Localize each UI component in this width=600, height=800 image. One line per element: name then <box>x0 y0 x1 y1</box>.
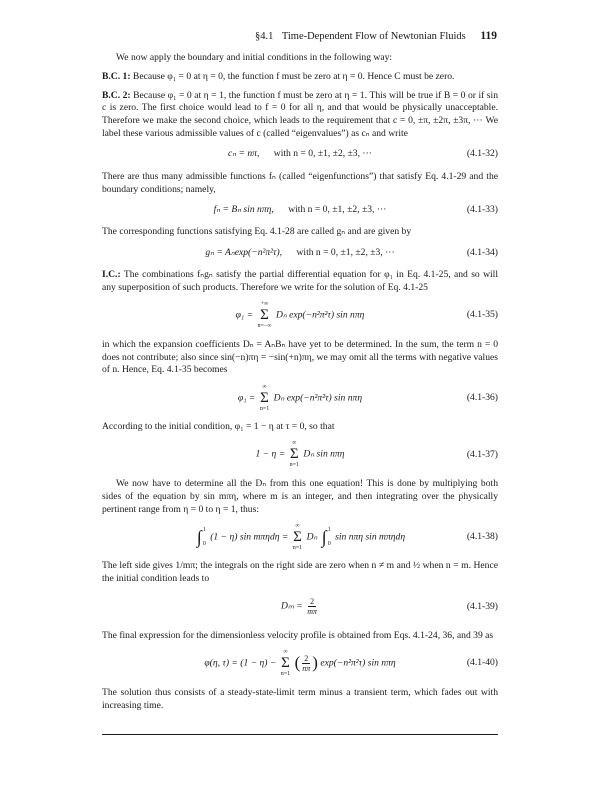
eq38-number: (4.1-38) <box>466 530 498 542</box>
sum-lower-limit: n=1 <box>289 462 299 469</box>
sum-upper-limit: ∞ <box>292 440 297 447</box>
eq36-number: (4.1-36) <box>466 391 498 403</box>
eq39-number: (4.1-39) <box>466 600 498 612</box>
running-title: Time-Dependent Flow of Newtonian Fluids <box>281 31 466 42</box>
bc1-label: B.C. 1: <box>102 70 131 82</box>
eq35-rhs: Dₙ exp(−n²π²τ) sin nπη <box>275 309 365 321</box>
eq40-number: (4.1-40) <box>466 657 498 669</box>
eq38-lhs: (1 − η) sin mπηdη = <box>210 531 289 543</box>
bc2-paragraph <box>102 90 498 141</box>
equation-4-1-37 <box>102 440 498 470</box>
equation-4-1-32 <box>102 147 498 163</box>
ic-paragraph <box>102 269 498 295</box>
initial-condition-paragraph: According to the initial condition, φ₁ = 1 − η at τ = 0, so that <box>102 421 335 433</box>
sum-lower-limit: n=−∞ <box>257 323 272 330</box>
solution-paragraph: The solution thus consists of a steady-state-limit term minus a transient term, which fades out with increasing time. <box>102 686 498 711</box>
bc2-label: B.C. 2: <box>102 89 131 101</box>
eq36-lhs: φ₁ = <box>237 392 256 404</box>
bc2-text: Because φ₁ = 0 at η = 1, the function f must be zero at η = 1. This will be true if B = 0 or if sin c is zero. The first choice would lead to f = 0 for all η, and that would be physically unacceptable. Therefore we make the second choice, which leads to the requirement that c = 0, ±π, ±2π, ±3π, ··· We label these various admissible values of c (called “eigenvalues”) as cₙ and write <box>102 89 499 139</box>
sum-upper-limit: ∞ <box>295 522 300 529</box>
eq37-rhs: Dₙ sin nπη <box>303 449 345 461</box>
page-number: 119 <box>480 30 497 42</box>
equation-4-1-33 <box>102 202 498 218</box>
eq32-number: (4.1-32) <box>466 148 498 160</box>
summation-symbol: ∞ Σ n=1 <box>280 649 291 678</box>
body-text <box>102 52 498 718</box>
determine-paragraph: We now have to determine all the Dₙ from this one equation! This is done by multiplying both sides of the equation by sin mπη, where m is an integer, and then integrating over the physically pertinent range from η = 0 to η = 1, thus: <box>102 477 498 515</box>
eq40-lhs: φ(η, τ) = (1 − η) − <box>204 657 277 669</box>
left-side-paragraph: The left side gives 1/mπ; the integrals on the right side are zero when n ≠ m and ½ when n = m. Hence the initial condition leads to <box>102 560 498 585</box>
running-header <box>0 30 497 42</box>
summation-symbol: +∞ Σ n=−∞ <box>257 301 272 330</box>
fraction-numerator: 2 <box>310 597 315 607</box>
eq36-rhs: Dₙ exp(−n²π²τ) sin nπη <box>273 392 363 404</box>
sum-lower-limit: n=1 <box>280 671 291 678</box>
eq32-expr: cₙ = nπ, <box>228 148 260 160</box>
ic-label: I.C.: <box>102 269 121 281</box>
eq40-rhs: exp(−n²π²τ) sin nπη <box>320 657 396 669</box>
bc1-paragraph <box>102 71 498 84</box>
coefficient-paragraph: in which the expansion coefficients Dₙ = AₙBₙ have yet to be determined. In the sum, the term n = 0 does not contribute; also since sin(−n)πη = −sin(+n)πη, we may omit all the terms with negative values of n. Hence, Eq. 4.1-35 becomes <box>102 338 498 376</box>
section-number: §4.1 <box>255 31 274 42</box>
summation-symbol: ∞ Σ n=1 <box>259 383 270 412</box>
equation-4-1-40: φ(η, τ) = (1 − η) − ∞ Σ n=1 ( $\frac{2}{n\pi}$ ) exp(−n²π²τ) sin nπη (4.1-40) <box>204 649 498 678</box>
integral-symbol: ∫ 1 0 <box>196 527 206 548</box>
summation-symbol: ∞ Σ n=1 <box>292 522 303 551</box>
integral-lower-limit: 0 <box>327 541 331 548</box>
sum-upper-limit: ∞ <box>283 649 288 656</box>
eq39-lhs: Dₘ = <box>281 601 303 613</box>
eq33-number: (4.1-33) <box>466 203 498 215</box>
eq38-rhs: sin nπη sin mπηdη <box>335 531 406 543</box>
sum-upper-limit: +∞ <box>260 301 269 308</box>
eq34-condition: with n = 0, ±1, ±2, ±3, ··· <box>296 246 395 258</box>
footer-rule <box>102 734 498 735</box>
fraction-numerator: 2 <box>304 654 309 664</box>
eq33-expr: fₙ = Bₙ sin nπη, <box>213 203 274 215</box>
integral-upper-limit: 1 <box>327 527 331 534</box>
eq32-condition: with n = 0, ±1, ±2, ±3, ··· <box>273 148 372 160</box>
equation-4-1-39 <box>102 592 498 622</box>
eq35-number: (4.1-35) <box>466 309 498 321</box>
equation-4-1-38 <box>102 522 498 552</box>
fraction-denominator: mπ <box>307 607 317 617</box>
eq37-lhs: 1 − η = <box>255 449 286 461</box>
final-expression-paragraph: The final expression for the dimensionless velocity profile is obtained from Eqs. 4.1-24, 36, and 39 as <box>102 629 494 641</box>
eq35-lhs: φ₁ = <box>235 309 254 321</box>
integral-symbol: ∫ 1 0 <box>321 527 331 548</box>
ic-text: The combinations fₙgₙ satisfy the partial differential equation for φ₁ in Eq. 4.1-25, and so will any superposition of such products. Therefore we write for the solution of Eq. 4.1-25 <box>102 269 498 293</box>
summation-symbol: ∞ Σ n=1 <box>289 440 299 469</box>
fraction <box>302 654 310 673</box>
equation-4-1-34 <box>102 245 498 261</box>
eq33-condition: with n = 0, ±1, ±2, ±3, ··· <box>288 203 387 215</box>
eq37-number: (4.1-37) <box>466 448 498 460</box>
eq34-expr: gₙ = Aₙexp(−n²π²τ), <box>205 246 283 258</box>
eq38-mid: Dₙ <box>306 531 318 543</box>
sum-lower-limit: n=1 <box>259 405 270 412</box>
intro-paragraph: We now apply the boundary and initial conditions in the following way: <box>116 52 393 63</box>
equation-4-1-36 <box>102 383 498 413</box>
eigenfunction-paragraph: There are thus many admissible functions fₙ (called “eigenfunctions”) that satisfy Eq. 4.1-29 and the boundary conditions; namely, <box>102 170 498 195</box>
sum-lower-limit: n=1 <box>292 544 303 551</box>
equation-4-1-35 <box>102 301 498 331</box>
bc1-text: Because φ₁ = 0 at η = 0, the function f must be zero at η = 0. Hence C must be zero. <box>132 70 455 82</box>
sum-upper-limit: ∞ <box>262 383 267 390</box>
corresponding-paragraph: The corresponding functions satisfying Eq. 4.1-28 are called gₙ and are given by <box>102 226 412 238</box>
fraction <box>307 597 317 616</box>
integral-upper-limit: 1 <box>202 527 206 534</box>
fraction-denominator: nπ <box>302 664 311 674</box>
eq34-number: (4.1-34) <box>466 246 498 258</box>
integral-lower-limit: 0 <box>202 541 206 548</box>
